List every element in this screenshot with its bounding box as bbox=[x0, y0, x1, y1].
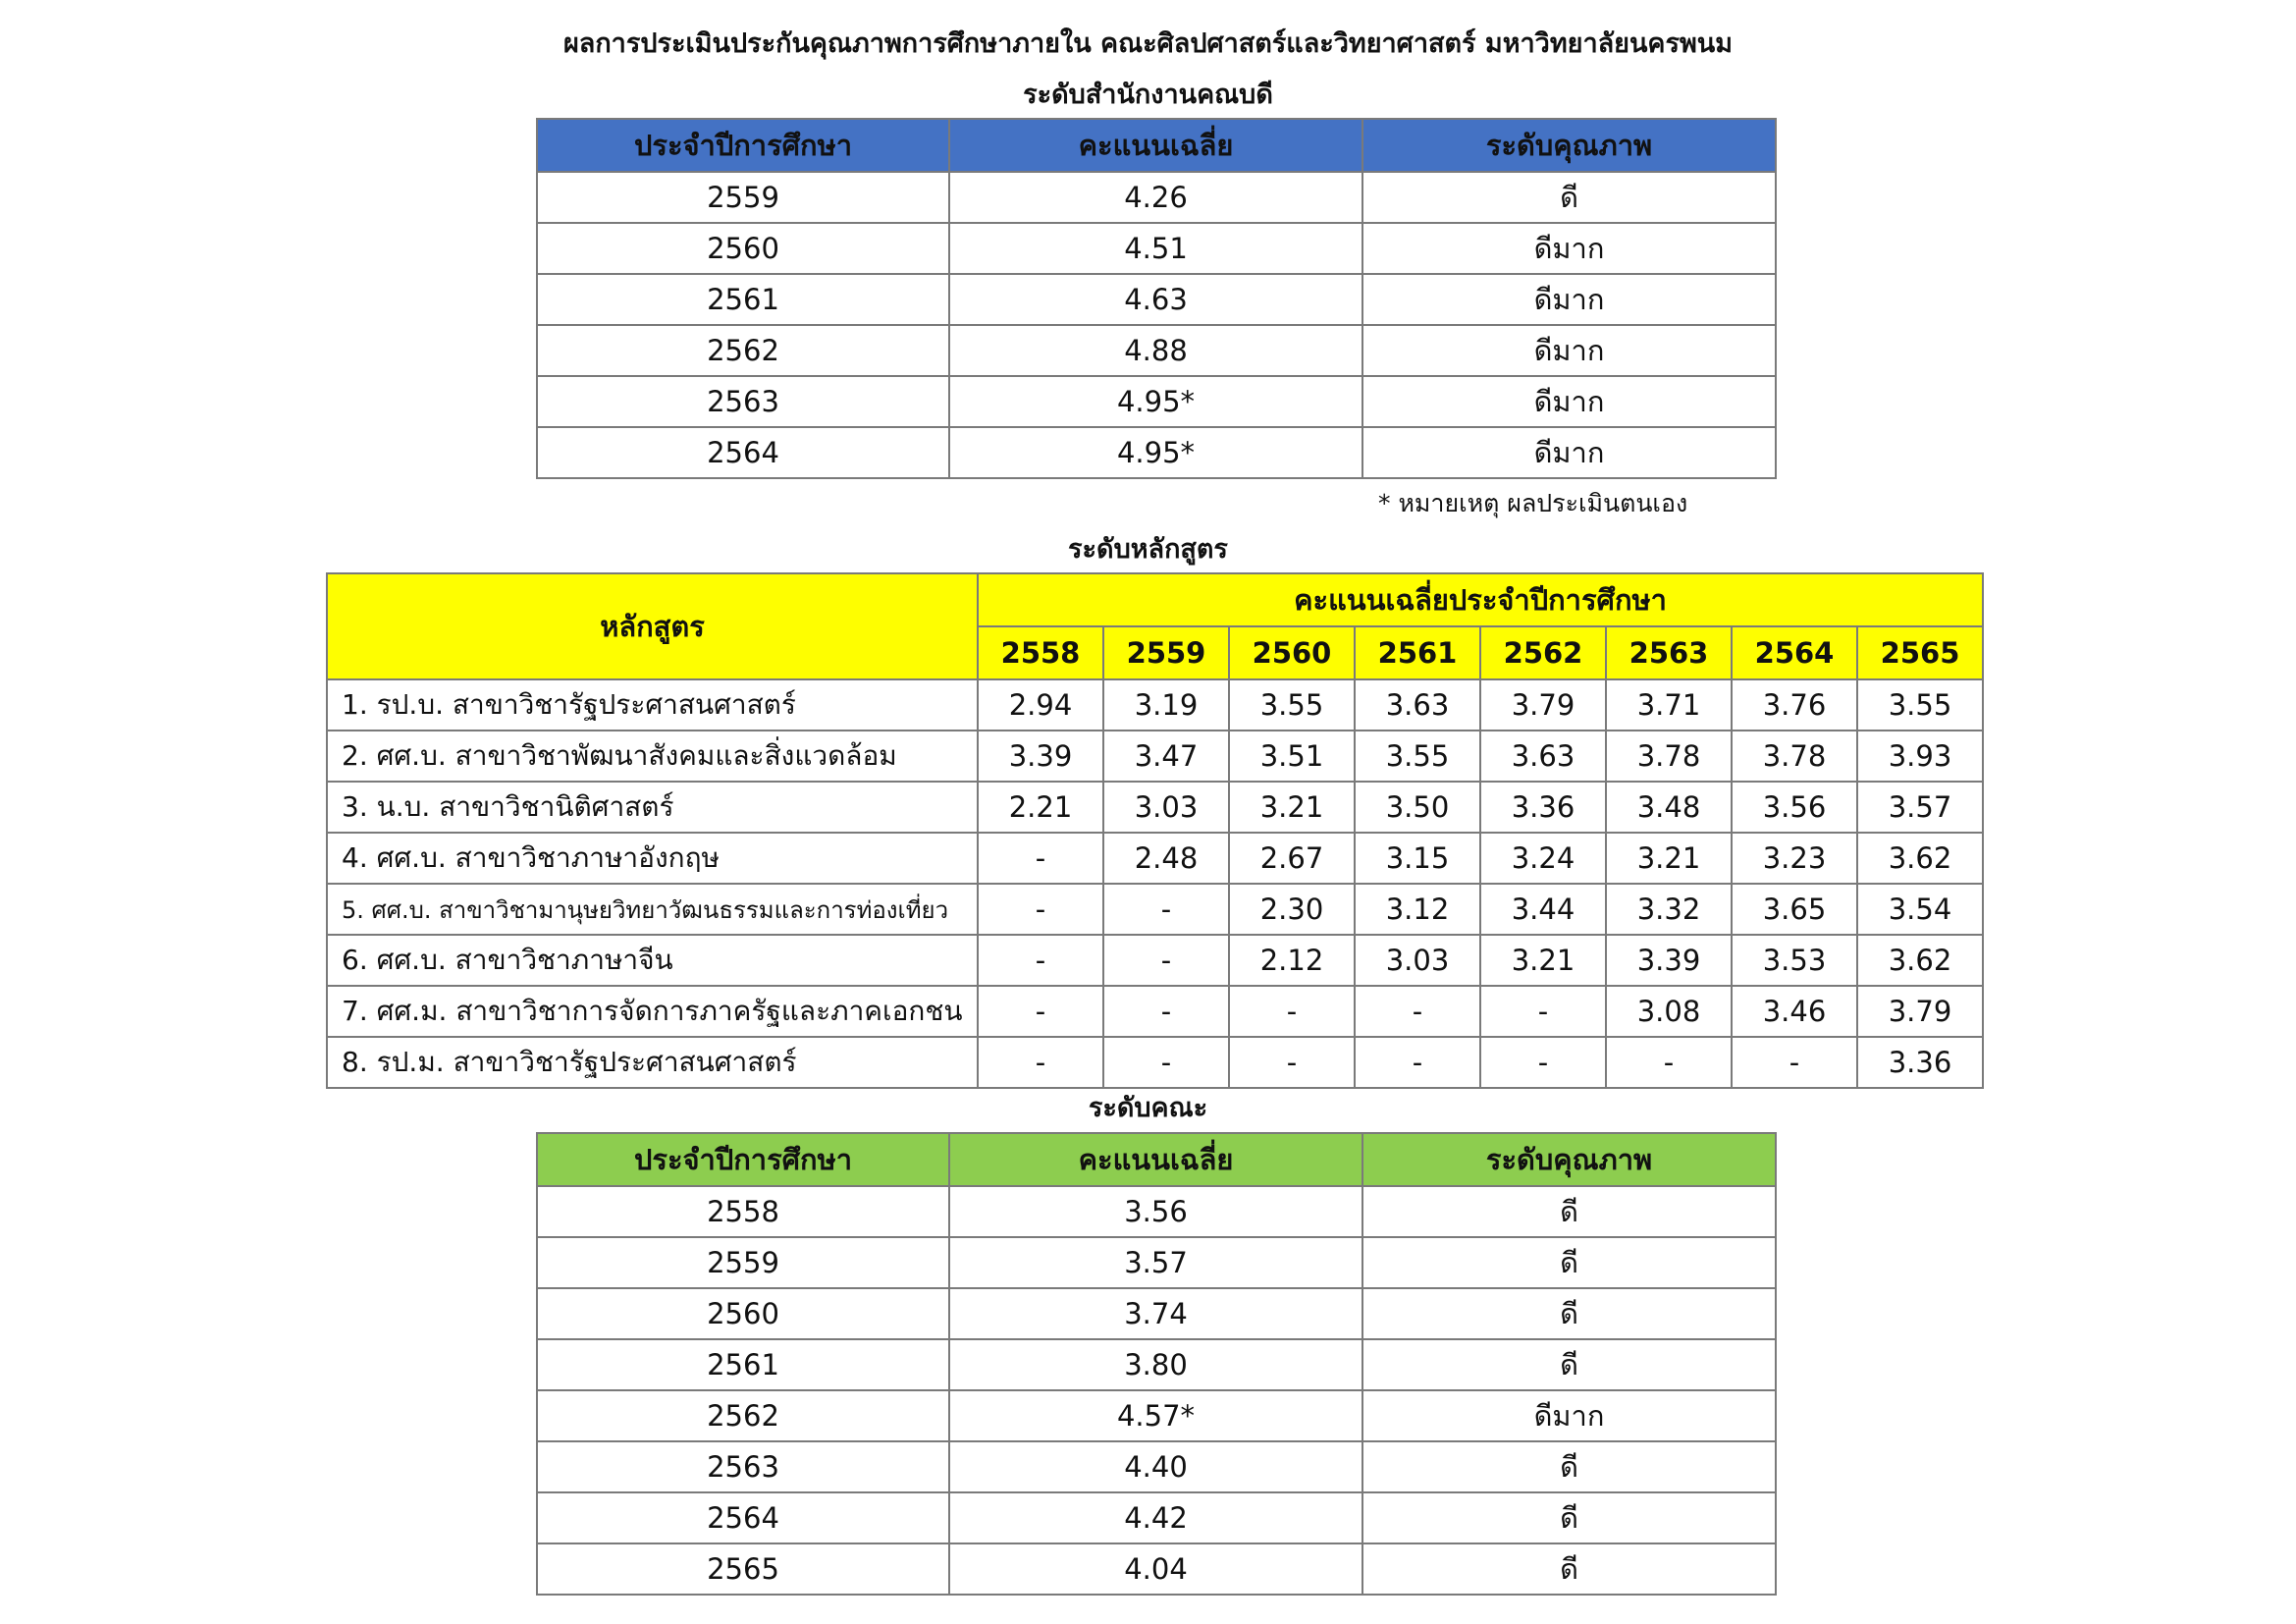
score-cell: 3.79 bbox=[1480, 679, 1606, 731]
score-cell: - bbox=[1229, 1037, 1355, 1088]
year-cell: 2565 bbox=[537, 1543, 949, 1595]
score-cell: 3.78 bbox=[1606, 731, 1732, 782]
score-cell: 3.63 bbox=[1355, 679, 1480, 731]
score-cell: 3.54 bbox=[1857, 884, 1983, 935]
level-cell: ดีมาก bbox=[1362, 223, 1776, 274]
program-section-heading: ระดับหลักสูตร bbox=[1068, 534, 1228, 565]
table-row bbox=[537, 223, 1776, 274]
table-row bbox=[327, 1037, 1983, 1088]
score-cell: - bbox=[1355, 986, 1480, 1037]
year-header-cell: 2562 bbox=[1480, 626, 1606, 679]
year-header-cell: 2563 bbox=[1606, 626, 1732, 679]
faculty-table bbox=[536, 1132, 1777, 1596]
program-name-cell: 4. ศศ.บ. สาขาวิชาภาษาอังกฤษ bbox=[327, 833, 978, 884]
score-cell: 3.47 bbox=[1103, 731, 1229, 782]
score-cell: 4.57* bbox=[949, 1390, 1362, 1441]
table-row bbox=[327, 935, 1983, 986]
program-name-cell: 5. ศศ.บ. สาขาวิชามานุษยวิทยาวัฒนธรรมและการท่องเที่ยว bbox=[327, 884, 978, 935]
score-cell: 3.39 bbox=[978, 731, 1103, 782]
level-cell: ดี bbox=[1362, 172, 1776, 223]
year-header-cell: 2564 bbox=[1732, 626, 1857, 679]
score-cell: 3.39 bbox=[1606, 935, 1732, 986]
table-row bbox=[537, 1492, 1776, 1543]
score-cell: 4.51 bbox=[949, 223, 1362, 274]
table-row bbox=[537, 1186, 1776, 1237]
year-cell: 2560 bbox=[537, 223, 949, 274]
level-cell: ดีมาก bbox=[1362, 427, 1776, 478]
score-cell: 2.94 bbox=[978, 679, 1103, 731]
year-cell: 2564 bbox=[537, 1492, 949, 1543]
program-name-cell: 6. ศศ.บ. สาขาวิชาภาษาจีน bbox=[327, 935, 978, 986]
score-cell: 3.55 bbox=[1355, 731, 1480, 782]
year-cell: 2558 bbox=[537, 1186, 949, 1237]
table-row bbox=[537, 427, 1776, 478]
score-cell: - bbox=[1103, 1037, 1229, 1088]
score-cell: 3.53 bbox=[1732, 935, 1857, 986]
score-cell: 3.74 bbox=[949, 1288, 1362, 1339]
year-cell: 2561 bbox=[537, 274, 949, 325]
level-cell: ดี bbox=[1362, 1339, 1776, 1390]
office-header-score: คะแนนเฉลี่ย bbox=[949, 119, 1362, 172]
score-cell: - bbox=[1355, 1037, 1480, 1088]
year-header-cell: 2565 bbox=[1857, 626, 1983, 679]
score-cell: 3.36 bbox=[1857, 1037, 1983, 1088]
score-cell: 3.46 bbox=[1732, 986, 1857, 1037]
year-header-cell: 2559 bbox=[1103, 626, 1229, 679]
score-cell: 4.26 bbox=[949, 172, 1362, 223]
year-cell: 2563 bbox=[537, 1441, 949, 1492]
score-cell: 3.56 bbox=[949, 1186, 1362, 1237]
score-cell: 3.55 bbox=[1857, 679, 1983, 731]
table-row bbox=[327, 782, 1983, 833]
score-cell: 3.56 bbox=[1732, 782, 1857, 833]
score-cell: - bbox=[1732, 1037, 1857, 1088]
score-cell: 3.76 bbox=[1732, 679, 1857, 731]
faculty-section-heading: ระดับคณะ bbox=[1088, 1093, 1208, 1123]
score-cell: - bbox=[1480, 1037, 1606, 1088]
year-cell: 2559 bbox=[537, 172, 949, 223]
table-row bbox=[537, 325, 1776, 376]
score-cell: - bbox=[1103, 935, 1229, 986]
score-cell: 2.30 bbox=[1229, 884, 1355, 935]
score-cell: 3.21 bbox=[1229, 782, 1355, 833]
score-cell: 4.63 bbox=[949, 274, 1362, 325]
score-cell: - bbox=[978, 986, 1103, 1037]
score-cell: - bbox=[1480, 986, 1606, 1037]
year-cell: 2561 bbox=[537, 1339, 949, 1390]
score-cell: 4.42 bbox=[949, 1492, 1362, 1543]
table-row bbox=[537, 1543, 1776, 1595]
score-cell: 3.63 bbox=[1480, 731, 1606, 782]
score-cell: 4.95* bbox=[949, 427, 1362, 478]
score-cell: 3.32 bbox=[1606, 884, 1732, 935]
score-cell: 3.71 bbox=[1606, 679, 1732, 731]
level-cell: ดีมาก bbox=[1362, 274, 1776, 325]
level-cell: ดีมาก bbox=[1362, 376, 1776, 427]
score-cell: - bbox=[1103, 884, 1229, 935]
score-cell: 3.48 bbox=[1606, 782, 1732, 833]
table-row bbox=[537, 376, 1776, 427]
score-cell: 3.36 bbox=[1480, 782, 1606, 833]
office-note: * หมายเหตุ ผลประเมินตนเอง bbox=[1378, 489, 1688, 517]
score-cell: - bbox=[978, 833, 1103, 884]
level-cell: ดี bbox=[1362, 1288, 1776, 1339]
score-cell: 3.79 bbox=[1857, 986, 1983, 1037]
table-row bbox=[537, 1288, 1776, 1339]
year-header-cell: 2560 bbox=[1229, 626, 1355, 679]
table-row bbox=[537, 1441, 1776, 1492]
score-cell: 3.57 bbox=[1857, 782, 1983, 833]
year-cell: 2562 bbox=[537, 1390, 949, 1441]
score-cell: - bbox=[978, 935, 1103, 986]
faculty-header-score: คะแนนเฉลี่ย bbox=[949, 1133, 1362, 1186]
office-header-level: ระดับคุณภาพ bbox=[1362, 119, 1776, 172]
program-table bbox=[326, 572, 1984, 1089]
program-header-name: หลักสูตร bbox=[327, 573, 978, 679]
score-cell: 2.21 bbox=[978, 782, 1103, 833]
level-cell: ดี bbox=[1362, 1543, 1776, 1595]
score-cell: 3.21 bbox=[1480, 935, 1606, 986]
score-cell: 2.67 bbox=[1229, 833, 1355, 884]
score-cell: 3.21 bbox=[1606, 833, 1732, 884]
level-cell: ดีมาก bbox=[1362, 1390, 1776, 1441]
score-cell: 3.50 bbox=[1355, 782, 1480, 833]
score-cell: - bbox=[1606, 1037, 1732, 1088]
level-cell: ดี bbox=[1362, 1441, 1776, 1492]
score-cell: 3.93 bbox=[1857, 731, 1983, 782]
score-cell: 3.44 bbox=[1480, 884, 1606, 935]
score-cell: 3.65 bbox=[1732, 884, 1857, 935]
score-cell: 2.48 bbox=[1103, 833, 1229, 884]
score-cell: - bbox=[1229, 986, 1355, 1037]
score-cell: - bbox=[1103, 986, 1229, 1037]
year-cell: 2560 bbox=[537, 1288, 949, 1339]
score-cell: 3.51 bbox=[1229, 731, 1355, 782]
table-row bbox=[327, 884, 1983, 935]
score-cell: 2.12 bbox=[1229, 935, 1355, 986]
score-cell: 3.19 bbox=[1103, 679, 1229, 731]
program-name-cell: 1. รป.บ. สาขาวิชารัฐประศาสนศาสตร์ bbox=[327, 679, 978, 731]
score-cell: 3.62 bbox=[1857, 935, 1983, 986]
score-cell: 3.57 bbox=[949, 1237, 1362, 1288]
score-cell: 3.23 bbox=[1732, 833, 1857, 884]
year-cell: 2559 bbox=[537, 1237, 949, 1288]
table-row bbox=[537, 172, 1776, 223]
score-cell: 3.08 bbox=[1606, 986, 1732, 1037]
office-section-heading: ระดับสำนักงานคณบดี bbox=[1023, 80, 1273, 110]
score-cell: 3.62 bbox=[1857, 833, 1983, 884]
year-header-cell: 2561 bbox=[1355, 626, 1480, 679]
score-cell: 3.24 bbox=[1480, 833, 1606, 884]
year-header-cell: 2558 bbox=[978, 626, 1103, 679]
table-row bbox=[327, 679, 1983, 731]
score-cell: 3.15 bbox=[1355, 833, 1480, 884]
program-name-cell: 7. ศศ.ม. สาขาวิชาการจัดการภาครัฐและภาคเอกชน bbox=[327, 986, 978, 1037]
table-row bbox=[537, 1237, 1776, 1288]
year-cell: 2563 bbox=[537, 376, 949, 427]
score-cell: 3.80 bbox=[949, 1339, 1362, 1390]
score-cell: 3.03 bbox=[1355, 935, 1480, 986]
program-name-cell: 2. ศศ.บ. สาขาวิชาพัฒนาสังคมและสิ่งแวดล้อม bbox=[327, 731, 978, 782]
level-cell: ดี bbox=[1362, 1237, 1776, 1288]
table-row bbox=[327, 731, 1983, 782]
office-table bbox=[536, 118, 1777, 479]
level-cell: ดี bbox=[1362, 1492, 1776, 1543]
level-cell: ดี bbox=[1362, 1186, 1776, 1237]
level-cell: ดีมาก bbox=[1362, 325, 1776, 376]
score-cell: - bbox=[978, 1037, 1103, 1088]
faculty-header-year: ประจำปีการศึกษา bbox=[537, 1133, 949, 1186]
page-title: ผลการประเมินประกันคุณภาพการศึกษาภายใน คณะศิลปศาสตร์และวิทยาศาสตร์ มหาวิทยาลัยนครพนม bbox=[562, 28, 1734, 59]
year-cell: 2562 bbox=[537, 325, 949, 376]
score-cell: 3.55 bbox=[1229, 679, 1355, 731]
table-row bbox=[537, 274, 1776, 325]
program-name-cell: 8. รป.ม. สาขาวิชารัฐประศาสนศาสตร์ bbox=[327, 1037, 978, 1088]
score-cell: 4.40 bbox=[949, 1441, 1362, 1492]
table-row bbox=[537, 1390, 1776, 1441]
score-cell: 3.03 bbox=[1103, 782, 1229, 833]
office-header-year: ประจำปีการศึกษา bbox=[537, 119, 949, 172]
table-row bbox=[537, 1339, 1776, 1390]
score-cell: 3.78 bbox=[1732, 731, 1857, 782]
score-cell: 4.95* bbox=[949, 376, 1362, 427]
year-cell: 2564 bbox=[537, 427, 949, 478]
score-cell: 3.12 bbox=[1355, 884, 1480, 935]
program-header-scores: คะแนนเฉลี่ยประจำปีการศึกษา bbox=[978, 573, 1983, 626]
score-cell: 4.88 bbox=[949, 325, 1362, 376]
table-row bbox=[327, 986, 1983, 1037]
program-name-cell: 3. น.บ. สาขาวิชานิติศาสตร์ bbox=[327, 782, 978, 833]
score-cell: - bbox=[978, 884, 1103, 935]
score-cell: 4.04 bbox=[949, 1543, 1362, 1595]
table-row bbox=[327, 833, 1983, 884]
faculty-header-level: ระดับคุณภาพ bbox=[1362, 1133, 1776, 1186]
